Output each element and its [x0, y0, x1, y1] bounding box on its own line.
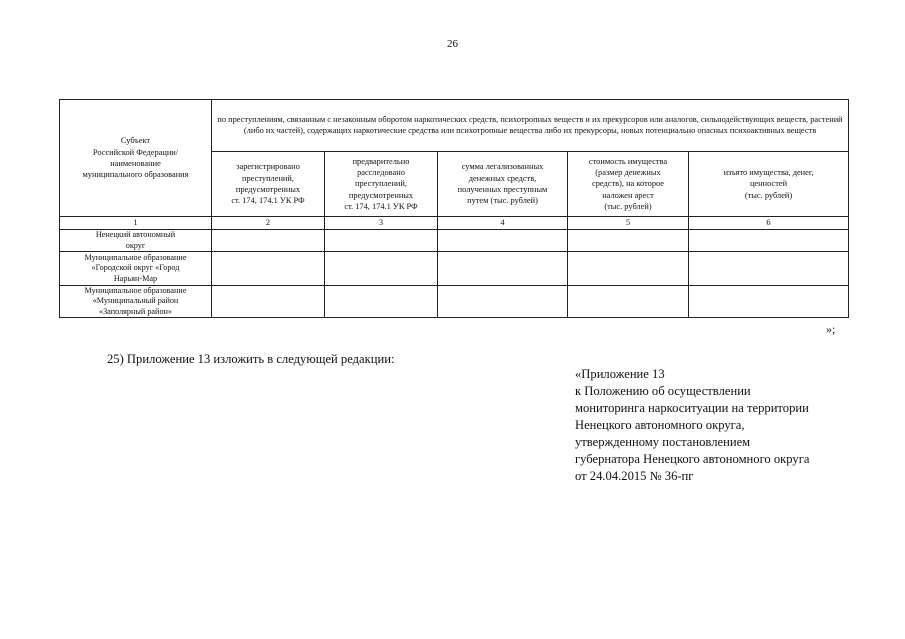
table-cell [438, 252, 568, 286]
column-number-row [60, 217, 849, 230]
seized-property-header [689, 151, 849, 216]
table-cell [325, 286, 438, 318]
header-line: ценностей [749, 179, 788, 189]
row-label-line: Ненецкий автономный [95, 230, 176, 240]
investigated-crimes-header [325, 151, 438, 216]
subject-header-line: наименование [110, 159, 161, 168]
appendix-line: губернатора Ненецкого автономного округа [575, 452, 810, 466]
table-cell [212, 252, 325, 286]
header-line: предусмотренных [235, 184, 301, 194]
header-line: преступлений, [242, 173, 294, 183]
subject-header-line: Субъект [120, 136, 151, 146]
legalized-funds-header [438, 151, 568, 216]
table-row [60, 230, 849, 252]
row-label-line: Нарьян-Мар [113, 273, 158, 283]
table-cell [212, 230, 325, 252]
table-cell [689, 230, 849, 252]
header-line: изъято имущества, денег, [723, 167, 814, 177]
header-line: ст. 174, 174.1 УК РФ [344, 201, 418, 211]
row-label-line: Муниципальное образование [84, 253, 187, 263]
table-cell [438, 286, 568, 318]
appendix-line: «Приложение 13 [575, 367, 665, 381]
header-line: стоимость имущества [588, 156, 668, 166]
header-line: средств), на которое [591, 179, 665, 189]
closing-quote: »; [826, 322, 836, 336]
header-line: путем (тыс. рублей) [467, 196, 538, 206]
header-line: (тыс. рублей) [744, 190, 793, 200]
table-cell [325, 230, 438, 252]
registered-crimes-header [212, 151, 325, 216]
crimes-group-header: по преступлениям, связанным с незаконным оборотом наркотических средств, психотропных веществ и их прекурсоров или аналогов, сильнодействующих веществ, растений (либо их частей), содержащих наркотические средства или психотропные вещества либо их прекурсоры, новых потенциально опасных психоактивных веществ [212, 100, 849, 152]
appendix-line: Ненецкого автономного округа, [575, 418, 745, 432]
header-line: (размер денежных [595, 167, 661, 177]
table-cell [568, 252, 689, 286]
header-line: преступлений, [355, 179, 407, 189]
header-line: наложен арест [602, 190, 654, 200]
header-line: полученных преступным [457, 184, 548, 194]
table-cell [568, 230, 689, 252]
table-cell [689, 252, 849, 286]
header-line: ст. 174, 174.1 УК РФ [231, 196, 305, 206]
table-row [60, 286, 849, 318]
row-label-line: «Городской округ «Город [91, 263, 180, 273]
table-cell [689, 286, 849, 318]
column-number: 1 [60, 217, 212, 230]
subject-column-header [60, 100, 212, 217]
arrested-property-header [568, 151, 689, 216]
monitoring-table [59, 99, 849, 318]
appendix-line: к Положению об осуществлении [575, 384, 751, 398]
table-cell [212, 286, 325, 318]
row-label [60, 286, 212, 318]
subject-header-line: муниципального образования [82, 170, 189, 180]
appendix-line: утвержденному постановлением [575, 435, 751, 449]
column-number: 2 [212, 217, 325, 230]
column-number: 5 [568, 217, 689, 230]
table-cell [325, 252, 438, 286]
amendment-instruction: 25) Приложение 13 изложить в следующей редакции: [107, 352, 395, 366]
row-label-line: округ [125, 240, 146, 250]
header-line: расследовано [357, 167, 405, 177]
page-number: 26 [447, 38, 458, 50]
row-label-line: «Муниципальный район [92, 296, 179, 306]
header-line: сумма легализованных [461, 162, 544, 172]
table-row [60, 252, 849, 286]
column-number: 4 [438, 217, 568, 230]
row-label-line: Муниципальное образование [84, 286, 187, 295]
table-cell [568, 286, 689, 318]
row-label [60, 230, 212, 252]
column-number: 6 [689, 217, 849, 230]
header-line: (тыс. рублей) [604, 201, 652, 211]
appendix-line: от 24.04.2015 № 36-пг [575, 469, 694, 483]
appendix-line: мониторинга наркоситуации на территории [575, 401, 809, 415]
header-line: предусмотренных [348, 190, 414, 200]
header-line: зарегистрировано [236, 162, 300, 172]
row-label-line: «Заполярный район» [98, 306, 173, 316]
row-label [60, 252, 212, 286]
subject-header-line: Российской Федерации/ [92, 147, 179, 157]
appendix-heading [575, 366, 809, 485]
table-cell [438, 230, 568, 252]
header-line: предварительно [352, 156, 410, 166]
column-number: 3 [325, 217, 438, 230]
header-line: денежных средств, [468, 173, 537, 183]
